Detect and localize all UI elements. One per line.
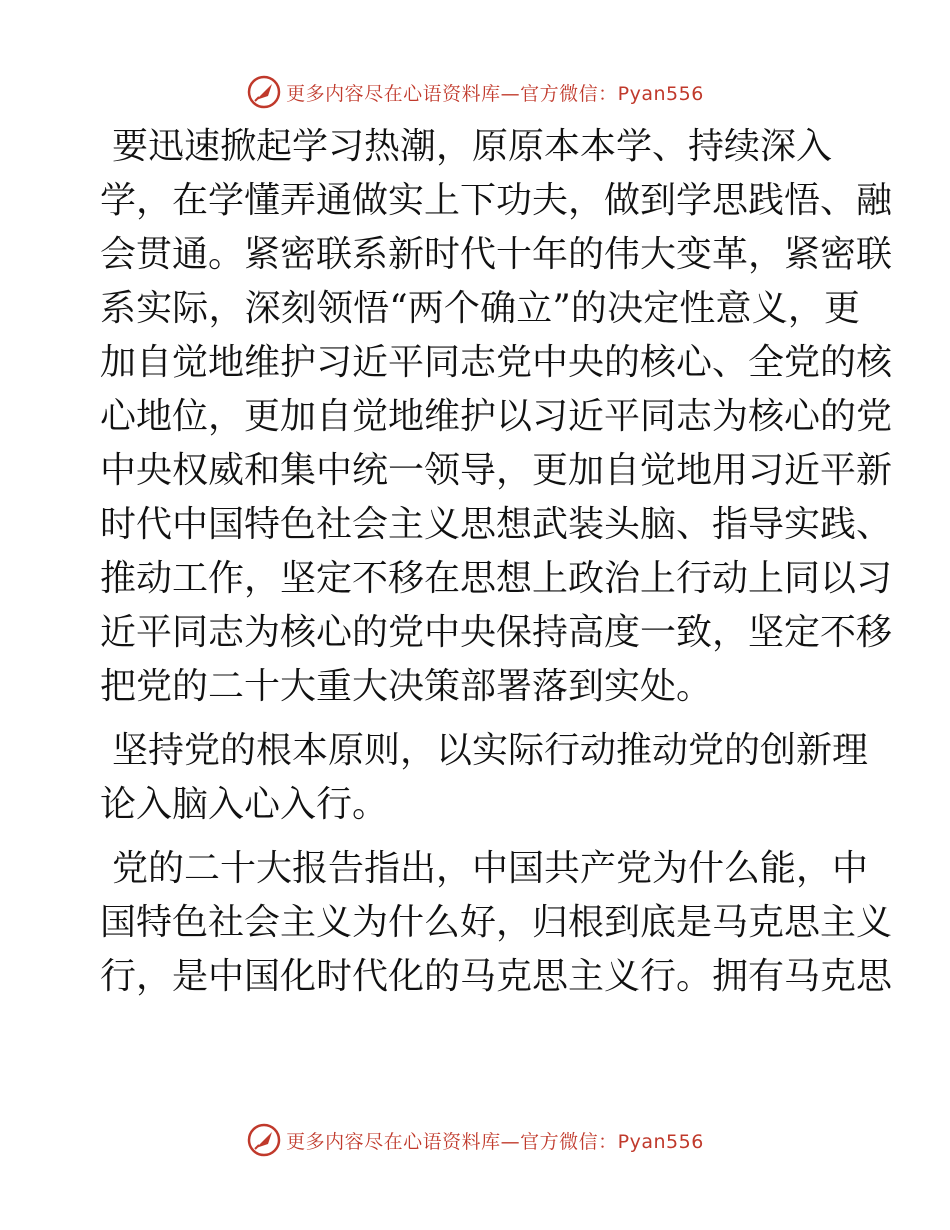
text-line: 推动工作，坚定不移在思想上政治上行动上同以习 <box>100 558 893 599</box>
text-line: 要迅速掀起学习热潮，原原本本学、持续深入 <box>112 126 833 167</box>
quill-logo-icon <box>246 1122 282 1158</box>
text-line: 国特色社会主义为什么好，归根到底是马克思主义 <box>100 902 893 943</box>
footer-watermark <box>0 1118 950 1162</box>
text-line: 会贯通。紧密联系新时代十年的伟大变革，紧密联 <box>100 234 893 275</box>
paragraph-1 <box>100 120 893 714</box>
text-line: 心地位，更加自觉地维护以习近平同志为核心的党 <box>100 396 893 437</box>
header-watermark-text: 更多内容尽在心语资料库—官方微信：Pyan556 <box>286 82 704 105</box>
document-body <box>100 120 893 1014</box>
text-line: 时代中国特色社会主义思想武装头脑、指导实践、 <box>100 504 893 545</box>
quill-logo-icon <box>246 74 282 110</box>
text-line: 加自觉地维护习近平同志党中央的核心、全党的核 <box>100 342 893 383</box>
text-line: 行，是中国化时代化的马克思主义行。拥有马克思 <box>100 956 893 997</box>
header-watermark <box>0 70 950 114</box>
text-line: 学，在学懂弄通做实上下功夫，做到学思践悟、融 <box>100 180 893 221</box>
paragraph-3 <box>100 842 893 1004</box>
text-line: 近平同志为核心的党中央保持高度一致，坚定不移 <box>100 612 893 653</box>
paragraph-2 <box>100 724 869 832</box>
text-line: 党的二十大报告指出，中国共产党为什么能，中 <box>112 848 869 889</box>
text-line: 把党的二十大重大决策部署落到实处。 <box>100 666 713 707</box>
text-line: 坚持党的根本原则，以实际行动推动党的创新理 <box>112 730 869 771</box>
footer-watermark-text: 更多内容尽在心语资料库—官方微信：Pyan556 <box>286 1130 704 1153</box>
text-line: 中央权威和集中统一领导，更加自觉地用习近平新 <box>100 450 893 491</box>
text-line: 论入脑入心入行。 <box>100 784 389 825</box>
text-line: 系实际，深刻领悟“两个确立”的决定性意义，更 <box>100 288 860 329</box>
